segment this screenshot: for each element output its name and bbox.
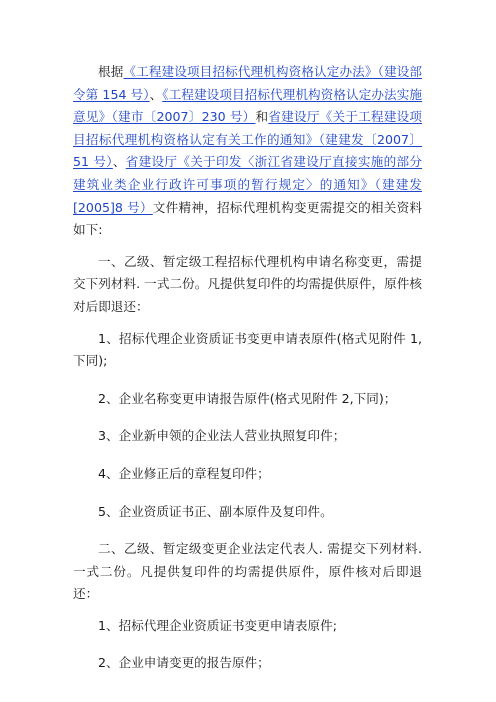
section1-item-4: 4、企业修正后的章程复印件； bbox=[98, 465, 270, 481]
section2-item-1: 1、招标代理企业资质证书变更申请表原件; bbox=[98, 617, 337, 633]
link-provincial-notice-8[interactable]: 省建设厅《关于印发〈浙江省建设厅直接实施的部分建筑业类企业行政许可事项的暂行规定〉的通知》（建建发[2005]8 号） bbox=[73, 154, 423, 215]
intro-text-1: 根据 bbox=[98, 64, 124, 79]
intro-paragraph bbox=[73, 61, 422, 242]
intro-text-4: 、 bbox=[112, 154, 126, 170]
section1-item-3: 3、企业新申领的企业法人营业执照复印件； bbox=[98, 428, 346, 444]
intro-text-2: 、 bbox=[149, 86, 163, 102]
section1-heading: 一、乙级、暂定级工程招标代理机构申请名称变更，需提交下列材料. 一式二份。凡提供复印件的均需提供原件，原件核对后即退还： bbox=[73, 253, 422, 314]
section2-heading: 二、乙级、暂定级变更企业法定代表人. 需提交下列材料. 一式二份。凡提供复印件的均需提供原件，原件核对后即退还： bbox=[73, 541, 422, 602]
section1-item-2: 2、企业名称变更申请报告原件(格式见附件 2,下同)； bbox=[98, 390, 397, 406]
section1-item-1: 1、招标代理企业资质证书变更申请表原件(格式见附件 1,下同); bbox=[73, 330, 422, 369]
link-implementation-opinion[interactable]: 《工程建设项目招标代理机构资格认定办法实施意见》（建市〔2007〕230 号） bbox=[73, 86, 422, 125]
link-provincial-notice-51[interactable]: 省建设厅《关于工程建设项目招标代理机构资格认定有关工作的通知》（建建发〔2007〕51 号） bbox=[73, 109, 423, 170]
section1-item-5: 5、企业资质证书正、副本原件及复印件。 bbox=[98, 503, 333, 519]
section2-item-2: 2、企业申请变更的报告原件； bbox=[98, 655, 270, 671]
intro-text-3: 和 bbox=[255, 109, 269, 125]
link-ministry-order-154[interactable]: 《工程建设项目招标代理机构资格认定办法》（建设部令第 154 号） bbox=[73, 64, 423, 102]
intro-text-5: 文件精神，招标代理机构变更需提交的相关资料如下: bbox=[73, 199, 422, 238]
